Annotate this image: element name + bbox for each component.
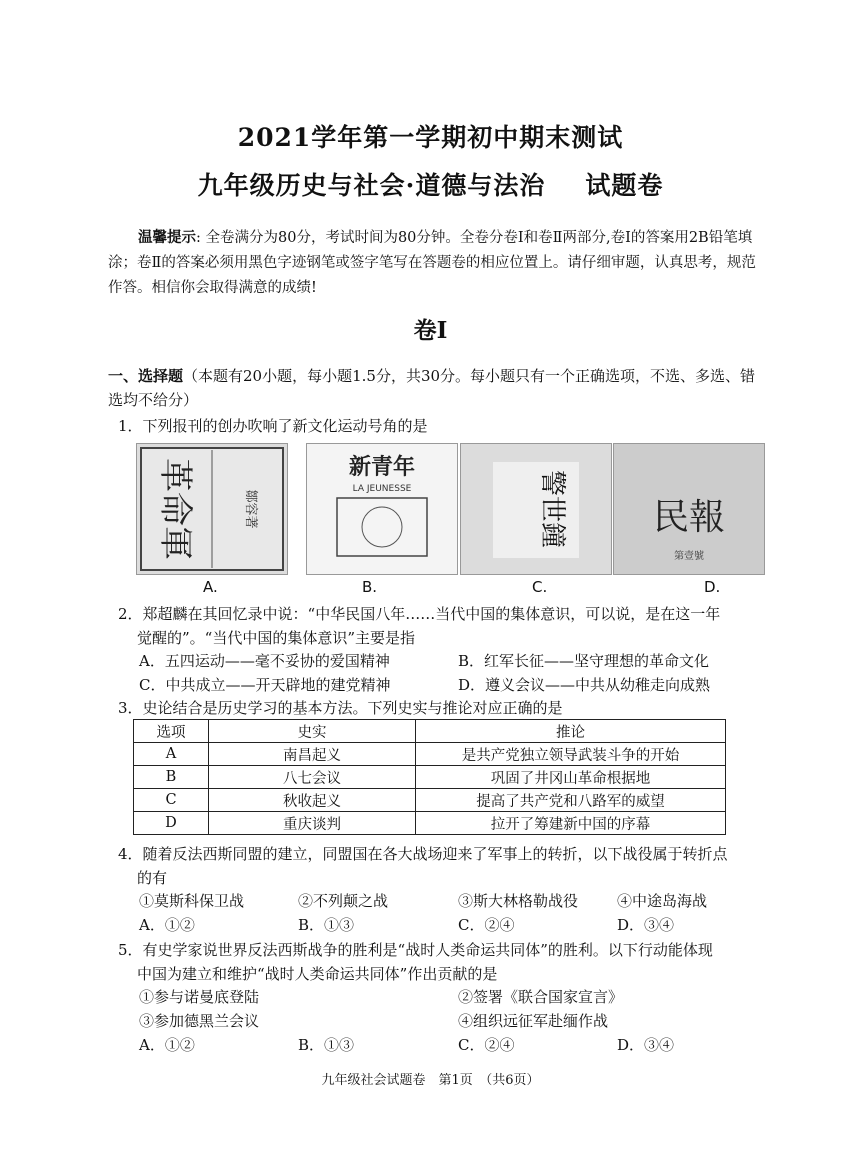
q5-option-d[interactable]: D．③④ bbox=[617, 1036, 675, 1054]
table-cell: 提高了共产党和八路军的威望 bbox=[416, 789, 726, 812]
question-2-text: 2．郑超麟在其回忆录中说：“中华民国八年……当代中国的集体意识，可以说，是在这一年 bbox=[118, 605, 721, 623]
image-a-caption: 革命軍 bbox=[155, 458, 195, 560]
question-4 bbox=[118, 842, 728, 890]
question-3-text: 3．史论结合是历史学习的基本方法。下列史实与推论对应正确的是 bbox=[118, 699, 563, 717]
newspaper-image-d bbox=[613, 443, 765, 575]
image-b-sub: LA JEUNESSE bbox=[352, 484, 412, 494]
q3-table bbox=[133, 719, 726, 835]
subject-name: 九年级历史与社会·道德与法治 bbox=[197, 171, 546, 200]
section-title: 一、选择题 bbox=[108, 367, 184, 385]
image-a-label: A. bbox=[203, 578, 218, 596]
question-3 bbox=[118, 696, 563, 720]
table-row bbox=[134, 743, 726, 766]
image-d-sub: 第壹號 bbox=[674, 551, 704, 562]
image-a-sub: 鄒容著 bbox=[243, 489, 258, 529]
table-cell: D bbox=[134, 812, 209, 835]
image-d-label: D. bbox=[704, 578, 721, 596]
image-c-caption: 警世鐘 bbox=[537, 469, 567, 549]
image-b-label: B. bbox=[362, 578, 378, 596]
q5-option-b[interactable]: B．①③ bbox=[298, 1036, 355, 1054]
notice-label: 温馨提示 bbox=[138, 229, 196, 246]
table-cell: 秋收起义 bbox=[209, 789, 416, 812]
question-2-text-cont: 觉醒的”。“当代中国的集体意识”主要是指 bbox=[137, 629, 416, 647]
q4-option-d[interactable]: D．③④ bbox=[617, 916, 675, 934]
table-cell: 是共产党独立领导武装斗争的开始 bbox=[416, 743, 726, 766]
question-5-text-cont: 中国为建立和维护“战时人类命运共同体”作出贡献的是 bbox=[137, 965, 498, 983]
q5-item-2: ②签署《联合国家宣言》 bbox=[458, 988, 624, 1006]
volume-heading: 卷Ⅰ bbox=[413, 317, 448, 344]
q5-item-4: ④组织远征军赴缅作战 bbox=[458, 1012, 609, 1030]
paper-type: 试题卷 bbox=[585, 171, 664, 200]
table-cell: 重庆谈判 bbox=[209, 812, 416, 835]
q4-option-b[interactable]: B．①③ bbox=[298, 916, 355, 934]
image-c-label: C. bbox=[532, 578, 548, 596]
table-row bbox=[134, 812, 726, 835]
table-row bbox=[134, 766, 726, 789]
table-cell: 八七会议 bbox=[209, 766, 416, 789]
section-heading bbox=[108, 364, 758, 412]
table-row bbox=[134, 789, 726, 812]
newspaper-image-a bbox=[136, 443, 288, 575]
table-header-row bbox=[134, 720, 726, 743]
exam-subtitle bbox=[0, 166, 861, 202]
q2-option-b[interactable]: B．红军长征——坚守理想的革命文化 bbox=[458, 652, 710, 670]
q5-option-a[interactable]: A．①② bbox=[139, 1036, 195, 1054]
table-cell: C bbox=[134, 789, 209, 812]
section-desc: （本题有20小题，每小题1.5分，共30分。每小题只有一个正确选项，不选、多选、错选均不给分） bbox=[108, 367, 756, 409]
q5-item-1: ①参与诺曼底登陆 bbox=[139, 988, 260, 1006]
q5-option-c[interactable]: C．②④ bbox=[458, 1036, 515, 1054]
table-cell: B bbox=[134, 766, 209, 789]
table-cell: 巩固了井冈山革命根据地 bbox=[416, 766, 726, 789]
question-4-text-cont: 的有 bbox=[137, 869, 168, 887]
q2-option-a[interactable]: A．五四运动——毫不妥协的爱国精神 bbox=[139, 652, 390, 670]
question-4-text: 4．随着反法西斯同盟的建立，同盟国在各大战场迎来了军事上的转折，以下战役属于转折点 bbox=[118, 845, 728, 863]
table-cell: 南昌起义 bbox=[209, 743, 416, 766]
notice-text: : 全卷满分为80分，考试时间为80分钟。全卷分卷Ⅰ和卷Ⅱ两部分,卷Ⅰ的答案用2B铅笔填涂；卷Ⅱ的答案必须用黑色字迹钢笔或签字笔写在答题卷的相应位置上。请仔细审题，认真思考，规范作答。相信你会取得满意的成绩! bbox=[108, 230, 756, 296]
image-d-caption: 民報 bbox=[652, 497, 726, 538]
page-footer: 九年级社会试题卷 第1页 （共6页） bbox=[321, 1073, 540, 1088]
table-cell: A bbox=[134, 743, 209, 766]
q4-item-3: ③斯大林格勒战役 bbox=[458, 892, 579, 910]
question-5 bbox=[118, 938, 713, 986]
table-header: 选项 bbox=[134, 720, 209, 743]
table-header: 史实 bbox=[209, 720, 416, 743]
q4-item-2: ②不列颠之战 bbox=[298, 892, 389, 910]
q4-option-a[interactable]: A．①② bbox=[139, 916, 195, 934]
table-header: 推论 bbox=[416, 720, 726, 743]
question-1-text: 1．下列报刊的创办吹响了新文化运动号角的是 bbox=[118, 417, 428, 435]
image-b-caption: 新青年 bbox=[348, 454, 416, 480]
q5-item-3: ③参加德黑兰会议 bbox=[139, 1012, 260, 1030]
q4-item-4: ④中途岛海战 bbox=[617, 892, 708, 910]
q4-option-c[interactable]: C．②④ bbox=[458, 916, 515, 934]
newspaper-image-c bbox=[460, 443, 612, 575]
notice bbox=[108, 225, 756, 301]
q2-option-d[interactable]: D．遵义会议——中共从幼稚走向成熟 bbox=[458, 676, 711, 694]
q4-item-1: ①莫斯科保卫战 bbox=[139, 892, 245, 910]
q2-option-c[interactable]: C．中共成立——开天辟地的建党精神 bbox=[139, 676, 391, 694]
question-1 bbox=[118, 414, 428, 438]
exam-title: 2021学年第一学期初中期末测试 bbox=[237, 123, 624, 152]
newspaper-image-b bbox=[306, 443, 458, 575]
table-cell: 拉开了筹建新中国的序幕 bbox=[416, 812, 726, 835]
question-2 bbox=[118, 602, 720, 650]
question-5-text: 5．有史学家说世界反法西斯战争的胜利是“战时人类命运共同体”的胜利。以下行动能体现 bbox=[118, 941, 713, 959]
